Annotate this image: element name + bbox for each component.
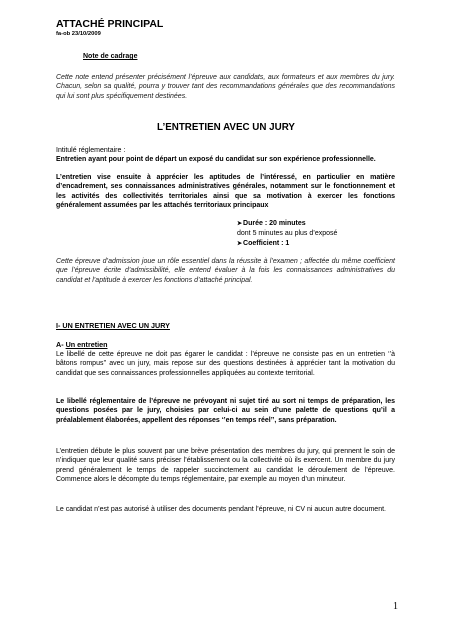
document-title: ATTACHÉ PRINCIPAL bbox=[56, 18, 164, 30]
arrow-icon: ➤ bbox=[237, 221, 243, 227]
arrow-icon: ➤ bbox=[237, 240, 243, 247]
admission-paragraph: Cette épreuve d’admission joue un rôle essentiel dans la réussite à l’examen ; affectée du même coefficient que l’épreuve écrite d’admissibilité, elle entend évaluer à la fois les connaissances administratives du candidat et l’aptitude à exercer les fonctions d’attaché principal. bbox=[56, 258, 395, 284]
intitule-label: Intitulé réglementaire : bbox=[56, 147, 126, 154]
note-label: Note de cadrage bbox=[83, 53, 138, 60]
coefficient-line: ➤Coefficient : 1 bbox=[237, 239, 290, 247]
duration-line: ➤Durée : 20 minutes bbox=[237, 220, 306, 227]
subsection-heading-a: A- Un entretien bbox=[56, 340, 108, 349]
section-heading-1: I- UN ENTRETIEN AVEC UN JURY bbox=[56, 321, 170, 330]
duration-detail: dont 5 minutes au plus d’exposé bbox=[237, 230, 338, 238]
intitule-text-2: L’entretien vise ensuite à apprécier les aptitudes de l’intéressé, en particulier en matière d’encadrement, ses connaissances administratives générales, notamment sur le fonctionnement et les activités des collectivités territoriales ainsi que sa motivation à exercer les fonctions généralement assumées par les attachés territoriaux principaux bbox=[56, 174, 395, 209]
paragraph-3: L’entretien débute le plus souvent par une brève présentation des membres du jury, qui prennent le soin de n’indiquer que leur qualité sans préciser l’établissement ou la collectivité où ils exercent. Un membre du jury prend généralement le temps de rappeler succinctement au candidat le déroulement de l’épreuve. Commence alors le décompte du temps réglementaire, par exemple au moyen d’un minuteur. bbox=[56, 448, 395, 483]
intro-paragraph: Cette note entend présenter précisément l’épreuve aux candidats, aux formateurs et aux membres du jury. Chacun, selon sa qualité, pourra y trouver tant des recommandations générales que des recommandations qui lui sont plus spécifiquement destinées. bbox=[56, 74, 395, 100]
paragraph-4: Le candidat n’est pas autorisé à utiliser des documents pendant l’épreuve, ni CV ni aucun autre document. bbox=[56, 506, 386, 513]
paragraph-1: Le libellé de cette épreuve ne doit pas égarer le candidat : l’épreuve ne consiste pas en un entretien ‘’à bâtons rompus’’ avec un jury, mais repose sur des questions destinées à apprécier tant la motivation du candidat que ses connaissances professionnelles appliquées au contexte territorial. bbox=[56, 351, 395, 377]
paragraph-2: Le libellé réglementaire de l’épreuve ne prévoyant ni sujet tiré au sort ni temps de préparation, les questions posées par le jury, choisies par celui-ci au sein d’une palette de questions qu’il a préalablement élaborées, appellent des réponses ‘’en temps réel’’, sans préparation. bbox=[56, 398, 395, 424]
document-reference: fa-ob 23/10/2009 bbox=[56, 31, 101, 37]
page-number: 1 bbox=[393, 601, 398, 612]
intitule-text: Entretien ayant pour point de départ un exposé du candidat sur son expérience professionnelle. bbox=[56, 156, 376, 163]
main-title: L’ENTRETIEN AVEC UN JURY bbox=[157, 122, 295, 133]
duration-block bbox=[237, 219, 337, 249]
